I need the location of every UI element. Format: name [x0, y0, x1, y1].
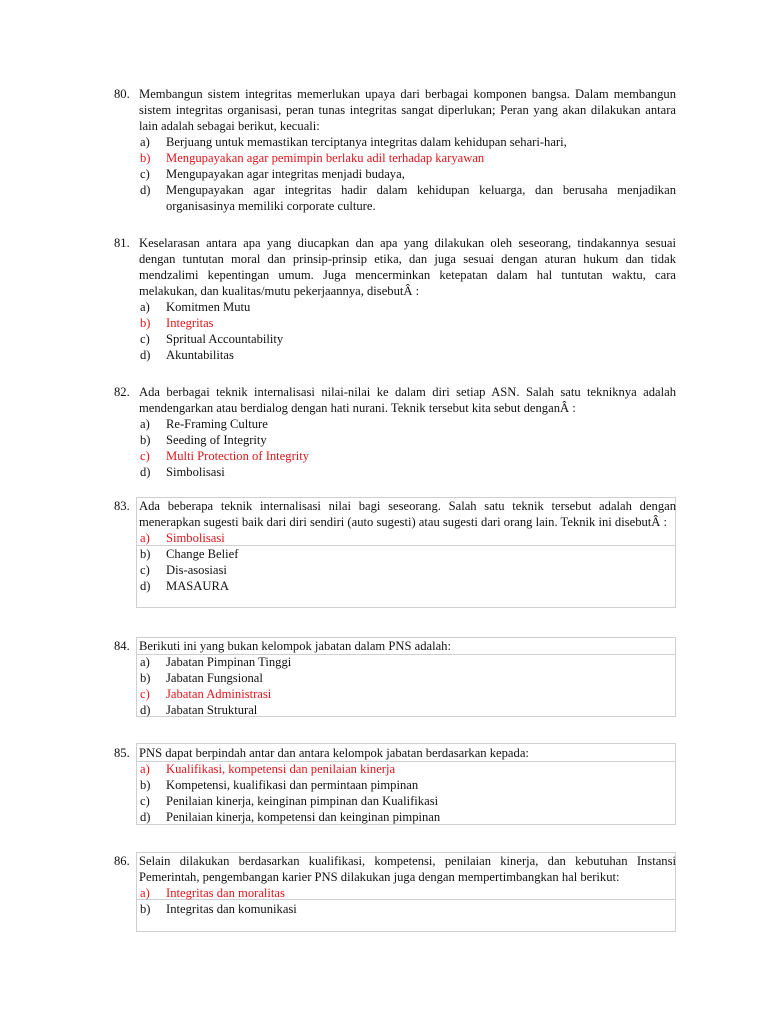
- option-d: [114, 464, 676, 480]
- option-text: Multi Protection of Integrity: [166, 449, 310, 463]
- question-text: Keselarasan antara apa yang diucapkan dan apa yang dilakukan oleh seseorang, tindakannya sesuai dengan tuntutan moral dan prinsip-prinsip etika, dan juga sesuai dengan aturan hukum dan tidak mendzalimi kepentingan umum. Juga mencerminkan ketepatan dalam hal tuntutan waktu, cara melakukan, dan kualitas/mutu pekerjaannya, disebutÂ :: [139, 236, 676, 298]
- options-list: [114, 299, 676, 363]
- option-letter: b): [140, 671, 151, 685]
- option-text: Penilaian kinerja, keinginan pimpinan dan Kualifikasi: [166, 794, 439, 808]
- option-text: Simbolisasi: [166, 465, 225, 479]
- option-letter: c): [140, 167, 150, 181]
- option-text: Jabatan Struktural: [166, 703, 258, 717]
- option-b: [114, 432, 676, 448]
- option-text: Berjuang untuk memastikan terciptanya integritas dalam kehidupan sehari-hari,: [166, 135, 567, 149]
- option-d: [114, 578, 676, 594]
- question-number: 80.: [114, 87, 130, 101]
- option-text: Spritual Accountability: [166, 332, 284, 346]
- option-letter: a): [140, 300, 150, 314]
- question-number: 84.: [114, 639, 130, 653]
- option-a: [114, 299, 676, 315]
- question-number: 81.: [114, 236, 130, 250]
- option-a-correct: [114, 761, 676, 777]
- question-text: Berikuti ini yang bukan kelompok jabatan dalam PNS adalah:: [139, 639, 451, 653]
- option-text: Integritas dan moralitas: [166, 886, 285, 900]
- option-text: Mengupayakan agar integritas menjadi budaya,: [166, 167, 405, 181]
- options-list: [114, 530, 676, 594]
- question-83: [114, 498, 676, 594]
- option-letter: d): [140, 183, 151, 197]
- question-82: [114, 384, 676, 480]
- option-b: [114, 777, 676, 793]
- option-letter: d): [140, 579, 151, 593]
- option-letter: b): [140, 778, 151, 792]
- option-letter: b): [140, 547, 151, 561]
- option-d: [114, 182, 676, 214]
- option-text: Change Belief: [166, 547, 239, 561]
- option-letter: c): [140, 332, 150, 346]
- option-text: Jabatan Pimpinan Tinggi: [166, 655, 292, 669]
- option-letter: b): [140, 316, 151, 330]
- option-letter: a): [140, 531, 150, 545]
- option-d: [114, 347, 676, 363]
- option-letter: a): [140, 762, 150, 776]
- option-text: MASAURA: [166, 579, 229, 593]
- option-text: Integritas dan komunikasi: [166, 902, 297, 916]
- options-list: [114, 416, 676, 480]
- question-text: Ada beberapa teknik internalisasi nilai bagi seseorang. Salah satu teknik tersebut adalah dengan menerapkan sugesti baik dari diri sendiri (auto sugesti) atau sugesti dari orang lain. Teknik ini disebutÂ :: [139, 499, 676, 529]
- option-d: [114, 702, 676, 718]
- option-a-correct: [114, 885, 676, 901]
- option-letter: d): [140, 348, 151, 362]
- option-c: [114, 793, 676, 809]
- option-c-correct: [114, 686, 676, 702]
- option-a-correct: [114, 530, 676, 546]
- option-c: [114, 166, 676, 182]
- option-b: [114, 670, 676, 686]
- option-letter: b): [140, 151, 151, 165]
- question-81: [114, 235, 676, 363]
- options-list: [114, 885, 676, 917]
- option-text: Seeding of Integrity: [166, 433, 267, 447]
- question-text: Selain dilakukan berdasarkan kualifikasi, kompetensi, penilaian kinerja, dan kebutuhan Instansi Pemerintah, pengembangan karier PNS dilakukan juga dengan mempertimbangkan hal berikut:: [139, 854, 676, 884]
- question-number: 86.: [114, 854, 130, 868]
- option-letter: c): [140, 687, 150, 701]
- option-b: [114, 546, 676, 562]
- option-b-correct: [114, 150, 676, 166]
- option-text: Re-Framing Culture: [166, 417, 268, 431]
- option-a: [114, 134, 676, 150]
- options-list: [114, 134, 676, 214]
- option-text: Dis-asosiasi: [166, 563, 227, 577]
- question-85: [114, 745, 676, 825]
- question-text: PNS dapat berpindah antar dan antara kelompok jabatan berdasarkan kepada:: [139, 746, 529, 760]
- option-text: Mengupayakan agar pemimpin berlaku adil terhadap karyawan: [166, 151, 485, 165]
- option-letter: d): [140, 465, 151, 479]
- option-letter: c): [140, 563, 150, 577]
- option-a: [114, 416, 676, 432]
- option-letter: c): [140, 794, 150, 808]
- option-text: Jabatan Fungsional: [166, 671, 263, 685]
- option-d: [114, 809, 676, 825]
- option-letter: a): [140, 417, 150, 431]
- option-letter: d): [140, 810, 151, 824]
- option-letter: b): [140, 433, 151, 447]
- options-list: [114, 761, 676, 825]
- option-c: [114, 562, 676, 578]
- question-number: 83.: [114, 499, 130, 513]
- option-letter: d): [140, 703, 151, 717]
- question-80: [114, 86, 676, 214]
- option-c: [114, 331, 676, 347]
- option-text: Penilaian kinerja, kompetensi dan keinginan pimpinan: [166, 810, 441, 824]
- option-text: Kompetensi, kualifikasi dan permintaan pimpinan: [166, 778, 419, 792]
- question-text: Ada berbagai teknik internalisasi nilai-nilai ke dalam diri setiap ASN. Salah satu tekniknya adalah mendengarkan atau berdialog dengan hati nurani. Teknik tersebut kita sebut denganÂ :: [139, 385, 676, 415]
- option-text: Jabatan Administrasi: [166, 687, 272, 701]
- option-text: Komitmen Mutu: [166, 300, 251, 314]
- question-86: [114, 853, 676, 917]
- question-number: 85.: [114, 746, 130, 760]
- option-text: Simbolisasi: [166, 531, 225, 545]
- option-a: [114, 654, 676, 670]
- option-b-correct: [114, 315, 676, 331]
- option-text: Integritas: [166, 316, 214, 330]
- option-letter: b): [140, 902, 151, 916]
- question-84: [114, 638, 676, 718]
- options-list: [114, 654, 676, 718]
- option-text: Akuntabilitas: [166, 348, 234, 362]
- option-c-correct: [114, 448, 676, 464]
- option-text: Mengupayakan agar integritas hadir dalam kehidupan keluarga, dan berusaha menjadikan organisasinya memiliki corporate culture.: [166, 183, 676, 213]
- option-letter: a): [140, 135, 150, 149]
- option-letter: c): [140, 449, 150, 463]
- option-letter: a): [140, 655, 150, 669]
- option-letter: a): [140, 886, 150, 900]
- option-text: Kualifikasi, kompetensi dan penilaian kinerja: [166, 762, 396, 776]
- question-text: Membangun sistem integritas memerlukan upaya dari berbagai komponen bangsa. Dalam membangun sistem integritas organisasi, peran tunas integritas sangat diperlukan; Peran yang akan dilakukan antara lain adalah sebagai berikut, kecuali:: [139, 87, 676, 133]
- option-b: [114, 901, 676, 917]
- question-number: 82.: [114, 385, 130, 399]
